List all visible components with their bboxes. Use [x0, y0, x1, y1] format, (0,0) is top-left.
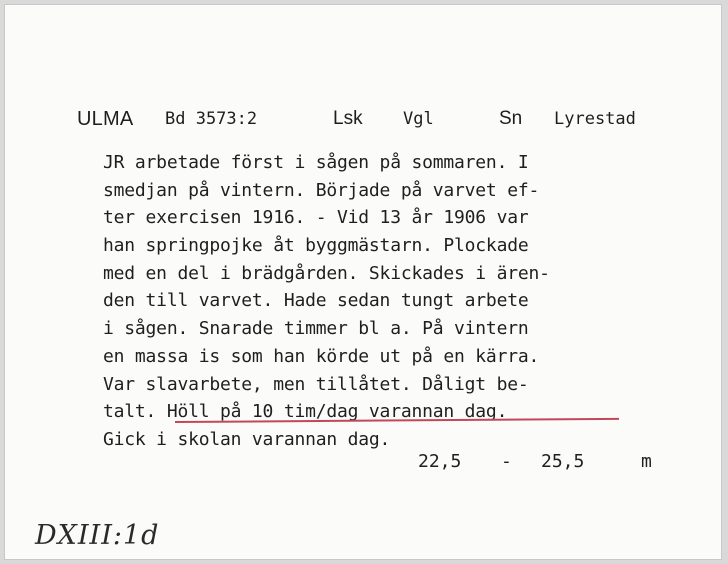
body-line: JR arbetade först i sågen på sommaren. I — [103, 152, 529, 173]
body-line: han springpojke åt byggmästarn. Plockade — [103, 235, 529, 257]
card-body-text — [103, 149, 683, 454]
vgl-label: Vgl — [403, 109, 434, 129]
measure-dash: - — [501, 451, 512, 472]
measure-unit: m — [641, 451, 652, 472]
body-line: den till varvet. Hade sedan tungt arbete — [103, 290, 529, 312]
body-line: Gick i skolan varannan dag. — [103, 428, 391, 450]
handwritten-code: DXIII:1d — [35, 520, 160, 551]
measure-from: 22,5 — [418, 451, 462, 472]
body-line: smedjan på vintern. Började på varvet ef- — [103, 179, 540, 201]
archive-label: ULMA — [77, 108, 134, 130]
lsk-label: Lsk — [333, 108, 363, 129]
body-line: ter exercisen 1916. - Vid 13 år 1906 var — [103, 207, 529, 229]
body-line: talt. Höll på 10 tim/dag varannan dag. — [103, 401, 508, 423]
measure-to: 25,5 — [541, 451, 585, 472]
index-card — [4, 4, 722, 560]
body-line: i sågen. Snarade timmer bl a. På vintern — [103, 318, 529, 340]
body-line: med en del i brädgården. Skickades i ären- — [103, 262, 550, 284]
record-number: Bd 3573:2 — [165, 109, 258, 129]
body-line: en massa is som han körde ut på en kärra. — [103, 345, 540, 367]
body-line: Var slavarbete, men tillåtet. Dåligt be- — [103, 373, 529, 395]
sn-label: Sn — [499, 108, 523, 129]
parish-name: Lyrestad — [554, 109, 636, 129]
